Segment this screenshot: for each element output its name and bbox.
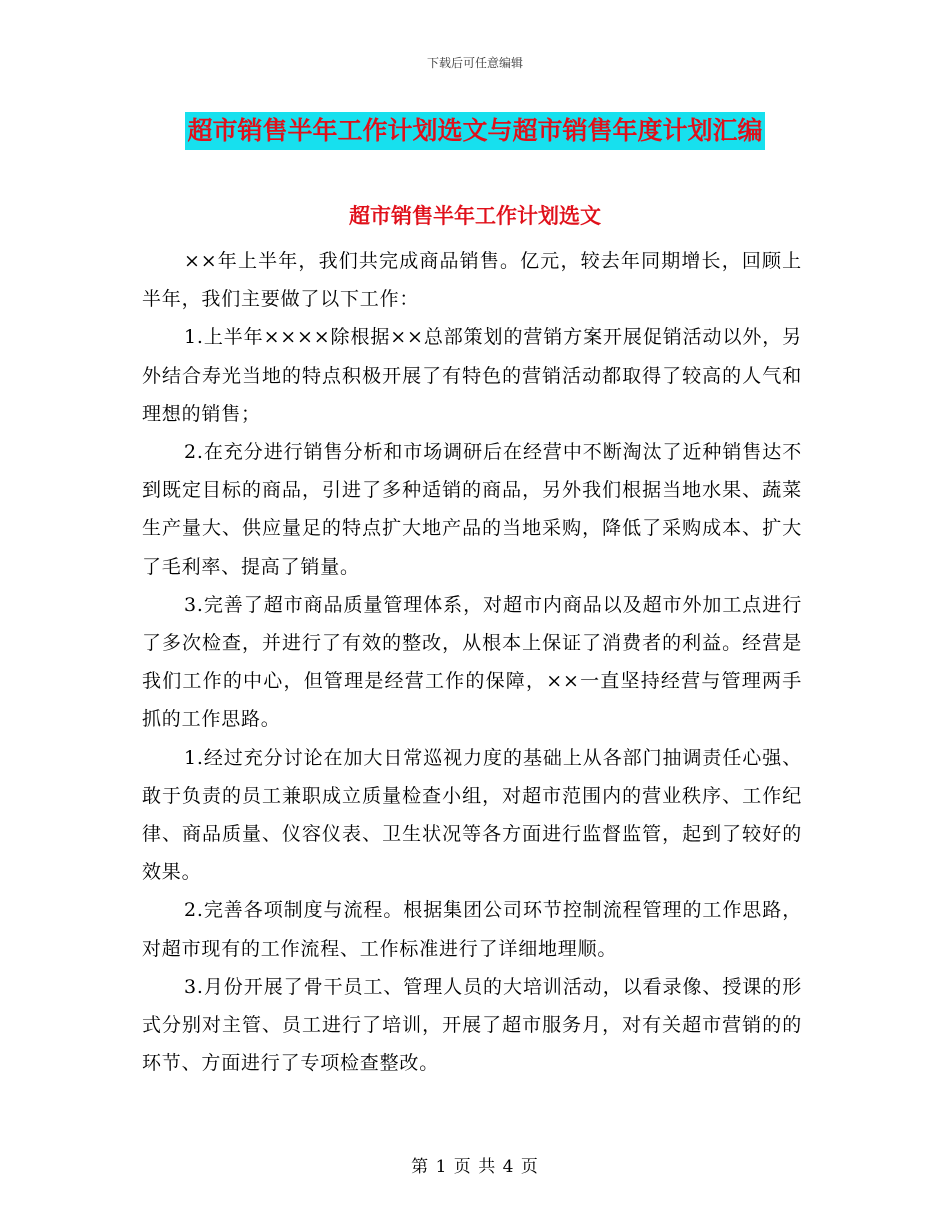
paragraph-item: 3.月份开展了骨干员工、管理人员的大培训活动，以看录像、授课的形式分别对主管、员工进行了培训，开展了超市服务月，对有关超市营销的的环节、方面进行了专项检查整改。	[142, 975, 802, 1075]
main-title: 超市销售半年工作计划选文与超市销售年度计划汇编	[185, 112, 764, 150]
paragraph-item: 2.完善各项制度与流程。根据集团公司环节控制流程管理的工作思路，对超市现有的工作流程、工作标准进行了详细地理顺。	[142, 899, 802, 960]
paragraph-item: 2.在充分进行销售分析和市场调研后在经营中不断淘汰了近种销售达不到既定目标的商品，引进了多种适销的商品，另外我们根据当地水果、蔬菜生产量大、供应量足的特点扩大地产品的当地采购，降低了采购成本、扩大了毛利率、提高了销量。	[142, 441, 802, 578]
page-footer: 第 1 页 共 4 页	[411, 1157, 539, 1177]
paragraph-item: 1.上半年××××除根据××总部策划的营销方案开展促销活动以外，另外结合寿光当地的特点积极开展了有特色的营销活动都取得了较高的人气和理想的销售；	[142, 326, 802, 425]
section-title: 超市销售半年工作计划选文	[349, 203, 601, 228]
paragraph-intro: ××年上半年，我们共完成商品销售。亿元，较去年同期增长，回顾上半年，我们主要做了以下工作：	[142, 250, 802, 311]
paragraph-item: 1.经过充分讨论在加大日常巡视力度的基础上从各部门抽调责任心强、敢于负责的员工兼职成立质量检查小组，对超市范围内的营业秩序、工作纪律、商品质量、仪容仪表、卫生状况等各方面进行监督监管，起到了较好的效果。	[142, 746, 802, 884]
document-body	[142, 242, 802, 1082]
main-title-container	[0, 112, 950, 150]
paragraph-item: 3.完善了超市商品质量管理体系，对超市内商品以及超市外加工点进行了多次检查，并进行了有效的整改，从根本上保证了消费者的利益。经营是我们工作的中心，但管理是经营工作的保障，××一直坚持经营与管理两手抓的工作思路。	[142, 593, 802, 731]
header-note: 下载后可任意编辑	[426, 56, 523, 70]
